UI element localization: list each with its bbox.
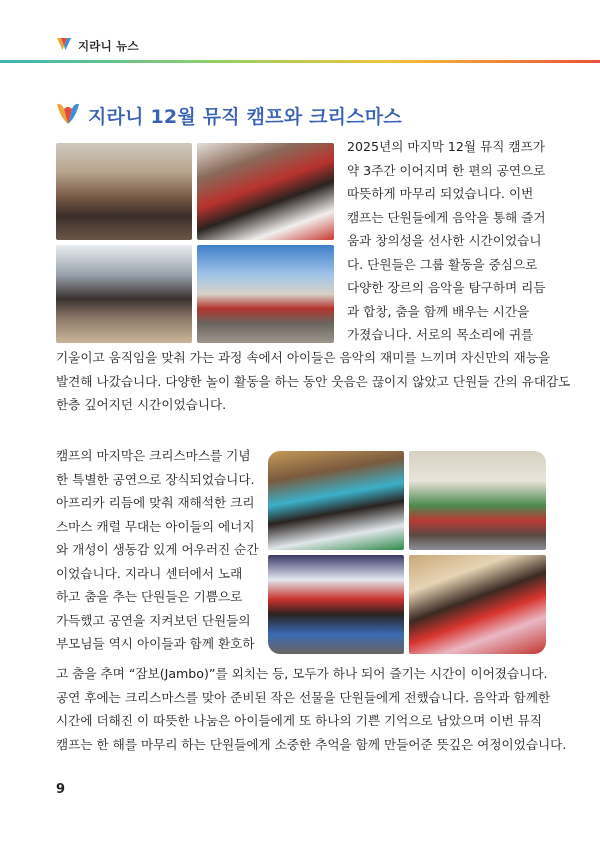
jirani-heart-logo-icon — [56, 103, 80, 129]
text-line: 한층 깊어지던 시간이었습니다. — [56, 397, 227, 412]
text-line: 발견해 나갔습니다. 다양한 놀이 활동을 하는 동안 웃음은 끊이지 않았고 단원들 간의 유대감도 — [56, 373, 571, 389]
text-line: 와 개성이 생동감 있게 어우러진 순간 — [56, 542, 259, 557]
photo-children-with-balloons — [268, 451, 404, 550]
text-line: 기울이고 움직임을 맞춰 가는 과정 속에서 아이들은 음악의 재미를 느끼며 자신만의 재능을 — [56, 350, 551, 365]
text-line: 가득했고 공연을 지켜보던 단원들의 — [56, 612, 251, 628]
photo-children-smiling-closeup — [197, 143, 334, 240]
text-line: 아프리카 리듬에 맞춰 재해석한 크리 — [56, 495, 255, 510]
paragraph-2-full-width — [56, 662, 567, 756]
text-line: 캠프는 단원들에게 음악을 통해 즐거 — [347, 209, 546, 225]
paragraph-2-wrap — [56, 444, 259, 656]
text-line: 캠프의 마지막은 크리스마스를 기념 — [56, 448, 251, 463]
text-line: 스마스 캐럴 무대는 아이들의 에너지 — [56, 518, 255, 534]
newsletter-header — [56, 36, 139, 55]
text-line: 과 합창, 춤을 함께 배우는 시간을 — [347, 303, 530, 319]
photo-outdoor-dance-practice — [197, 245, 334, 343]
text-line: 부모님들 역시 아이들과 함께 환호하 — [56, 636, 255, 651]
header-divider — [0, 60, 600, 63]
paragraph-1-full-width — [56, 346, 571, 417]
text-line: 한 특별한 공연으로 장식되었습니다. — [56, 471, 255, 487]
text-line: 하고 춤을 추는 단원들은 기쁨으로 — [56, 589, 243, 604]
text-line: 약 3주간 이어지며 한 편의 공연으로 — [347, 162, 546, 178]
text-line: 움과 창의성을 선사한 시간이었습니 — [347, 233, 542, 248]
text-line: 시간에 더해진 이 따뜻한 나눔은 아이들에게 또 하나의 기쁜 기억으로 남았으며 이번 뮤직 — [56, 713, 542, 728]
text-line: 다. 단원들은 그룹 활동을 중심으로 — [347, 256, 538, 272]
article-title-row — [56, 102, 402, 129]
christmas-photo-grid — [268, 451, 546, 654]
text-line: 가졌습니다. 서로의 목소리에 귀를 — [347, 327, 534, 342]
photo-girl-with-gift — [409, 555, 546, 654]
music-camp-photo-grid — [56, 143, 334, 343]
text-line: 공연 후에는 크리스마스를 맞아 준비된 작은 선물을 단원들에게 전했습니다. 음악과 함께한 — [56, 689, 551, 705]
photo-choir-in-red-shirts — [268, 555, 404, 654]
photo-hall-audience-decorations — [409, 451, 546, 550]
photo-children-seated-in-hall — [56, 143, 192, 240]
jirani-logo-icon — [56, 36, 72, 55]
text-line: 고 춤을 추며 “잠보(Jambo)”를 외치는 등, 모두가 하나 되어 즐기는 시간이 이어졌습니다. — [56, 666, 548, 681]
text-line: 캠프는 한 해를 마무리 하는 단원들에게 소중한 추억을 함께 만들어준 뜻깊은 여정이었습니다. — [56, 736, 567, 752]
text-line: 따뜻하게 마무리 되었습니다. 이번 — [347, 186, 534, 201]
text-line: 다양한 장르의 음악을 탐구하며 리듬 — [347, 280, 546, 295]
photo-group-activity-circle — [56, 245, 192, 343]
page-number: 9 — [56, 782, 66, 797]
header-label: 지라니 뉴스 — [78, 38, 139, 53]
text-line: 이었습니다. 지라니 센터에서 노래 — [56, 565, 243, 581]
paragraph-1-wrap — [347, 135, 545, 347]
text-line: 2025년의 마지막 12월 뮤직 캠프가 — [347, 139, 545, 154]
article-title: 지라니 12월 뮤직 캠프와 크리스마스 — [88, 106, 402, 128]
